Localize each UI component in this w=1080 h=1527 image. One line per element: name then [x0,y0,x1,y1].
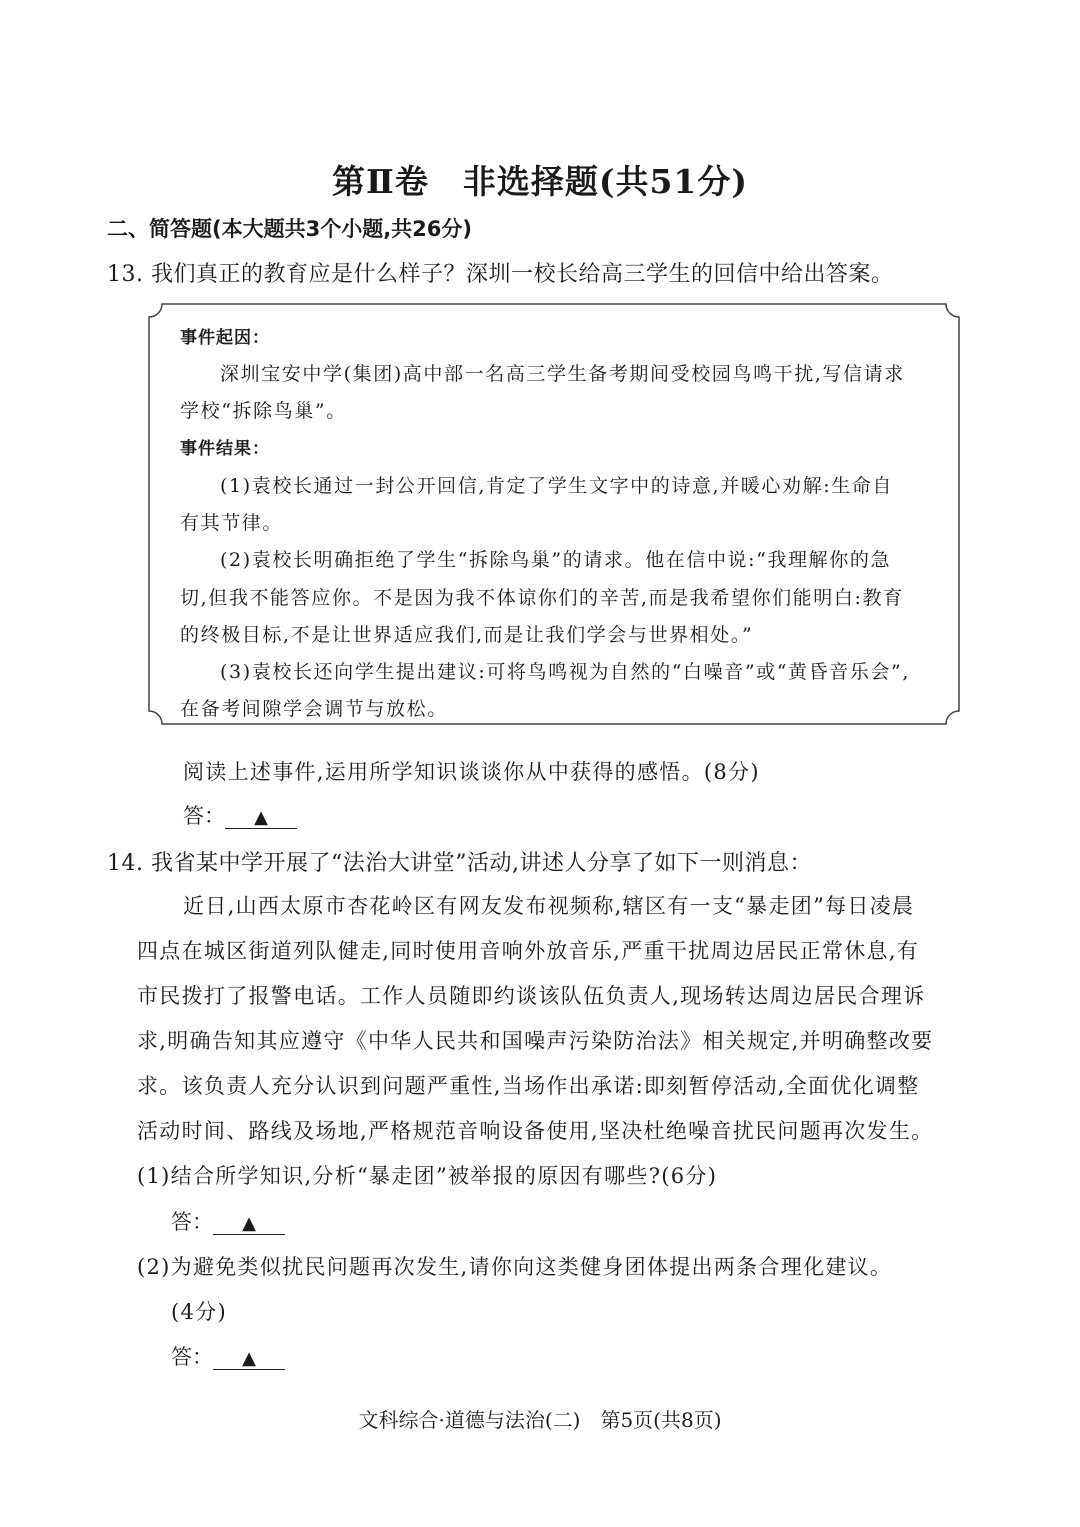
result-line: (1)袁校长通过一封公开回信,肯定了学生文字中的诗意,并暖心劝解:生命自 [220,475,893,497]
q14-sub1-answer-area[interactable] [171,1206,285,1236]
result-line: 的终极目标,不是让世界适应我们,而是让我们学会与世界相处。” [180,624,754,646]
answer-label: 答： [171,1345,213,1369]
result-line: 有其节律。 [180,512,284,534]
page-footer: 文科综合·道德与法治(二) 第5页(共8页) [358,1408,722,1432]
answer-label: 答： [183,804,225,828]
q14-material-line: 活动时间、路线及场地,严格规范音响设备使用,坚决杜绝噪音扰民问题再次发生。 [137,1119,934,1143]
q13-material-box [148,303,960,725]
q13-answer-area[interactable] [183,800,297,830]
q14-sub2-line: (4分) [171,1300,227,1324]
q14-material-line: 市民拨打了报警电话。工作人员随即约谈该队伍负责人,现场转达周边居民合理诉 [137,984,926,1008]
part-heading: 二、简答题(本大题共3个小题,共26分) [107,217,473,241]
q13-prompt: 阅读上述事件,运用所学知识谈谈你从中获得的感悟。(8分) [183,760,760,784]
cause-line: 深圳宝安中学(集团)高中部一名高三学生备考期间受校园鸟鸣干扰,写信请求 [220,363,905,385]
answer-blank[interactable]: ▲ [213,1349,285,1370]
result-label: 事件结果： [180,439,270,459]
result-line: 在备考间隙学会调节与放松。 [180,698,448,720]
q14-sub1: (1)结合所学知识,分析“暴走团”被举报的原因有哪些?(6分) [137,1164,718,1188]
q14-material-line: 四点在城区街道列队健走,同时使用音响外放音乐,严重干扰周边居民正常休息,有 [137,939,920,963]
answer-blank[interactable]: ▲ [213,1214,285,1235]
q14-material-line: 求。该负责人充分认识到问题严重性,当场作出承诺:即刻暂停活动,全面优化调整 [137,1074,920,1098]
answer-blank[interactable]: ▲ [225,808,297,829]
section-title: 第Ⅱ卷 非选择题(共51分) [332,162,748,201]
answer-label: 答： [171,1210,213,1234]
q14-material-line: 求,明确告知其应遵守《中华人民共和国噪声污染防治法》相关规定,并明确整改要 [137,1029,934,1053]
q14-material-line: 近日,山西太原市杏花岭区有网友发布视频称,辖区有一支“暴走团”每日凌晨 [183,894,915,918]
result-line: 切,但我不能答应你。不是因为我不体谅你们的辛苦,而是我希望你们能明白:教育 [180,587,904,609]
result-line: (3)袁校长还向学生提出建议:可将鸟鸣视为自然的“白噪音”或“黄昏音乐会”, [220,661,911,683]
q14-sub2-line: (2)为避免类似扰民问题再次发生,请你向这类健身团体提出两条合理化建议。 [137,1255,893,1279]
q13-stem: 13. 我们真正的教育应是什么样子？深圳一校长给高三学生的回信中给出答案。 [107,262,894,287]
cause-line: 学校“拆除鸟巢”。 [180,400,347,422]
q14-stem: 14. 我省某中学开展了“法治大讲堂”活动,讲述人分享了如下一则消息： [107,851,812,876]
cause-label: 事件起因： [180,328,270,348]
q14-sub2-answer-area[interactable] [171,1341,285,1371]
result-line: (2)袁校长明确拒绝了学生“拆除鸟巢”的请求。他在信中说:“我理解你的急 [220,549,892,571]
